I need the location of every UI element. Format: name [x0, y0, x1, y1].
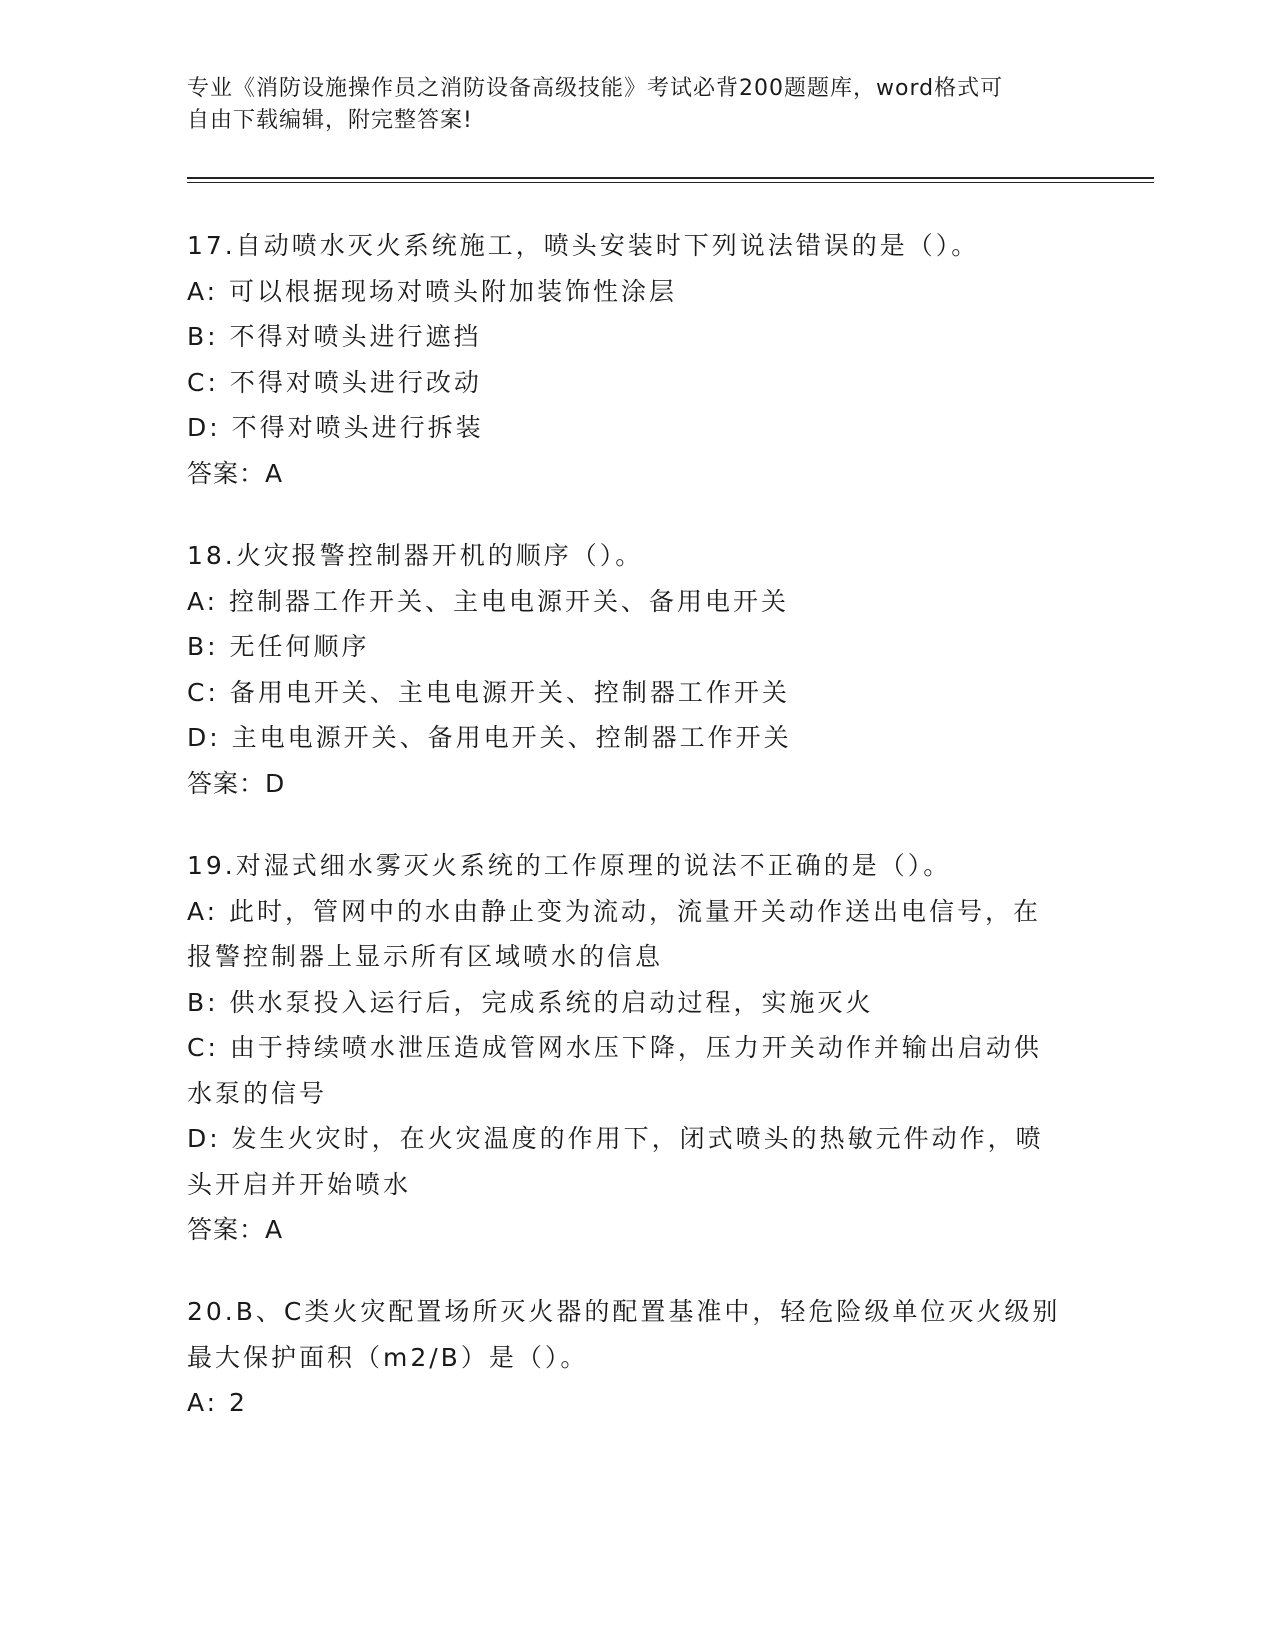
option-d: D: 主电电源开关、备用电开关、控制器工作开关	[187, 723, 792, 752]
question-stem-continued: 最大保护面积（m2/B）是（）。	[187, 1342, 589, 1372]
option-d: D: 不得对喷头进行拆装	[187, 413, 484, 442]
option-b: B: 供水泵投入运行后，完成系统的启动过程，实施灭火	[187, 987, 874, 1017]
option-a: A: 控制器工作开关、主电电源开关、备用电开关	[187, 586, 790, 616]
answer-label: 答案：A	[187, 1215, 284, 1244]
question-stem: 19.对湿式细水雾灭火系统的工作原理的说法不正确的是（）。	[187, 851, 952, 880]
option-a-continued: 报警控制器上显示所有区域喷水的信息	[187, 942, 664, 971]
option-c: C: 备用电开关、主电电源开关、控制器工作开关	[187, 677, 790, 707]
question-17	[187, 223, 1087, 496]
header-rule-thick	[187, 177, 1154, 179]
option-c: C: 由于持续喷水泄压造成管网水压下降，压力开关动作并输出启动供	[187, 1033, 1042, 1062]
option-c: C: 不得对喷头进行改动	[187, 367, 482, 397]
option-d-continued: 头开启并开始喷水	[187, 1169, 412, 1199]
question-stem: 18.火灾报警控制器开机的顺序（）。	[187, 541, 644, 570]
option-b: B: 不得对喷头进行遮挡	[187, 322, 482, 351]
answer-label: 答案：D	[187, 768, 286, 798]
option-d: D: 发生火灾时，在火灾温度的作用下，闭式喷头的热敏元件动作，喷	[187, 1124, 1044, 1153]
option-c-continued: 水泵的信号	[187, 1078, 328, 1108]
header-line-2: 自由下载编辑，附完整答案!	[187, 108, 473, 133]
question-18	[187, 533, 1087, 806]
option-a: A: 可以根据现场对喷头附加装饰性涂层	[187, 276, 678, 306]
option-a: A: 2	[187, 1388, 248, 1417]
question-20	[187, 1289, 1087, 1426]
header-rule-thin	[187, 182, 1154, 183]
option-a: A: 此时，管网中的水由静止变为流动，流量开关动作送出电信号，在	[187, 896, 1042, 926]
option-b: B: 无任何顺序	[187, 632, 370, 661]
header-line-1: 专业《消防设施操作员之消防设备高级技能》考试必背200题题库，word格式可	[187, 76, 1004, 101]
question-19	[187, 843, 1087, 1253]
answer-label: 答案：A	[187, 458, 284, 488]
question-stem: 17.自动喷水灭火系统施工，喷头安装时下列说法错误的是（）。	[187, 231, 980, 260]
document-header	[187, 73, 1087, 137]
question-stem: 20.B、C类火灾配置场所灭火器的配置基准中，轻危险级单位灭火级别	[187, 1297, 1061, 1326]
